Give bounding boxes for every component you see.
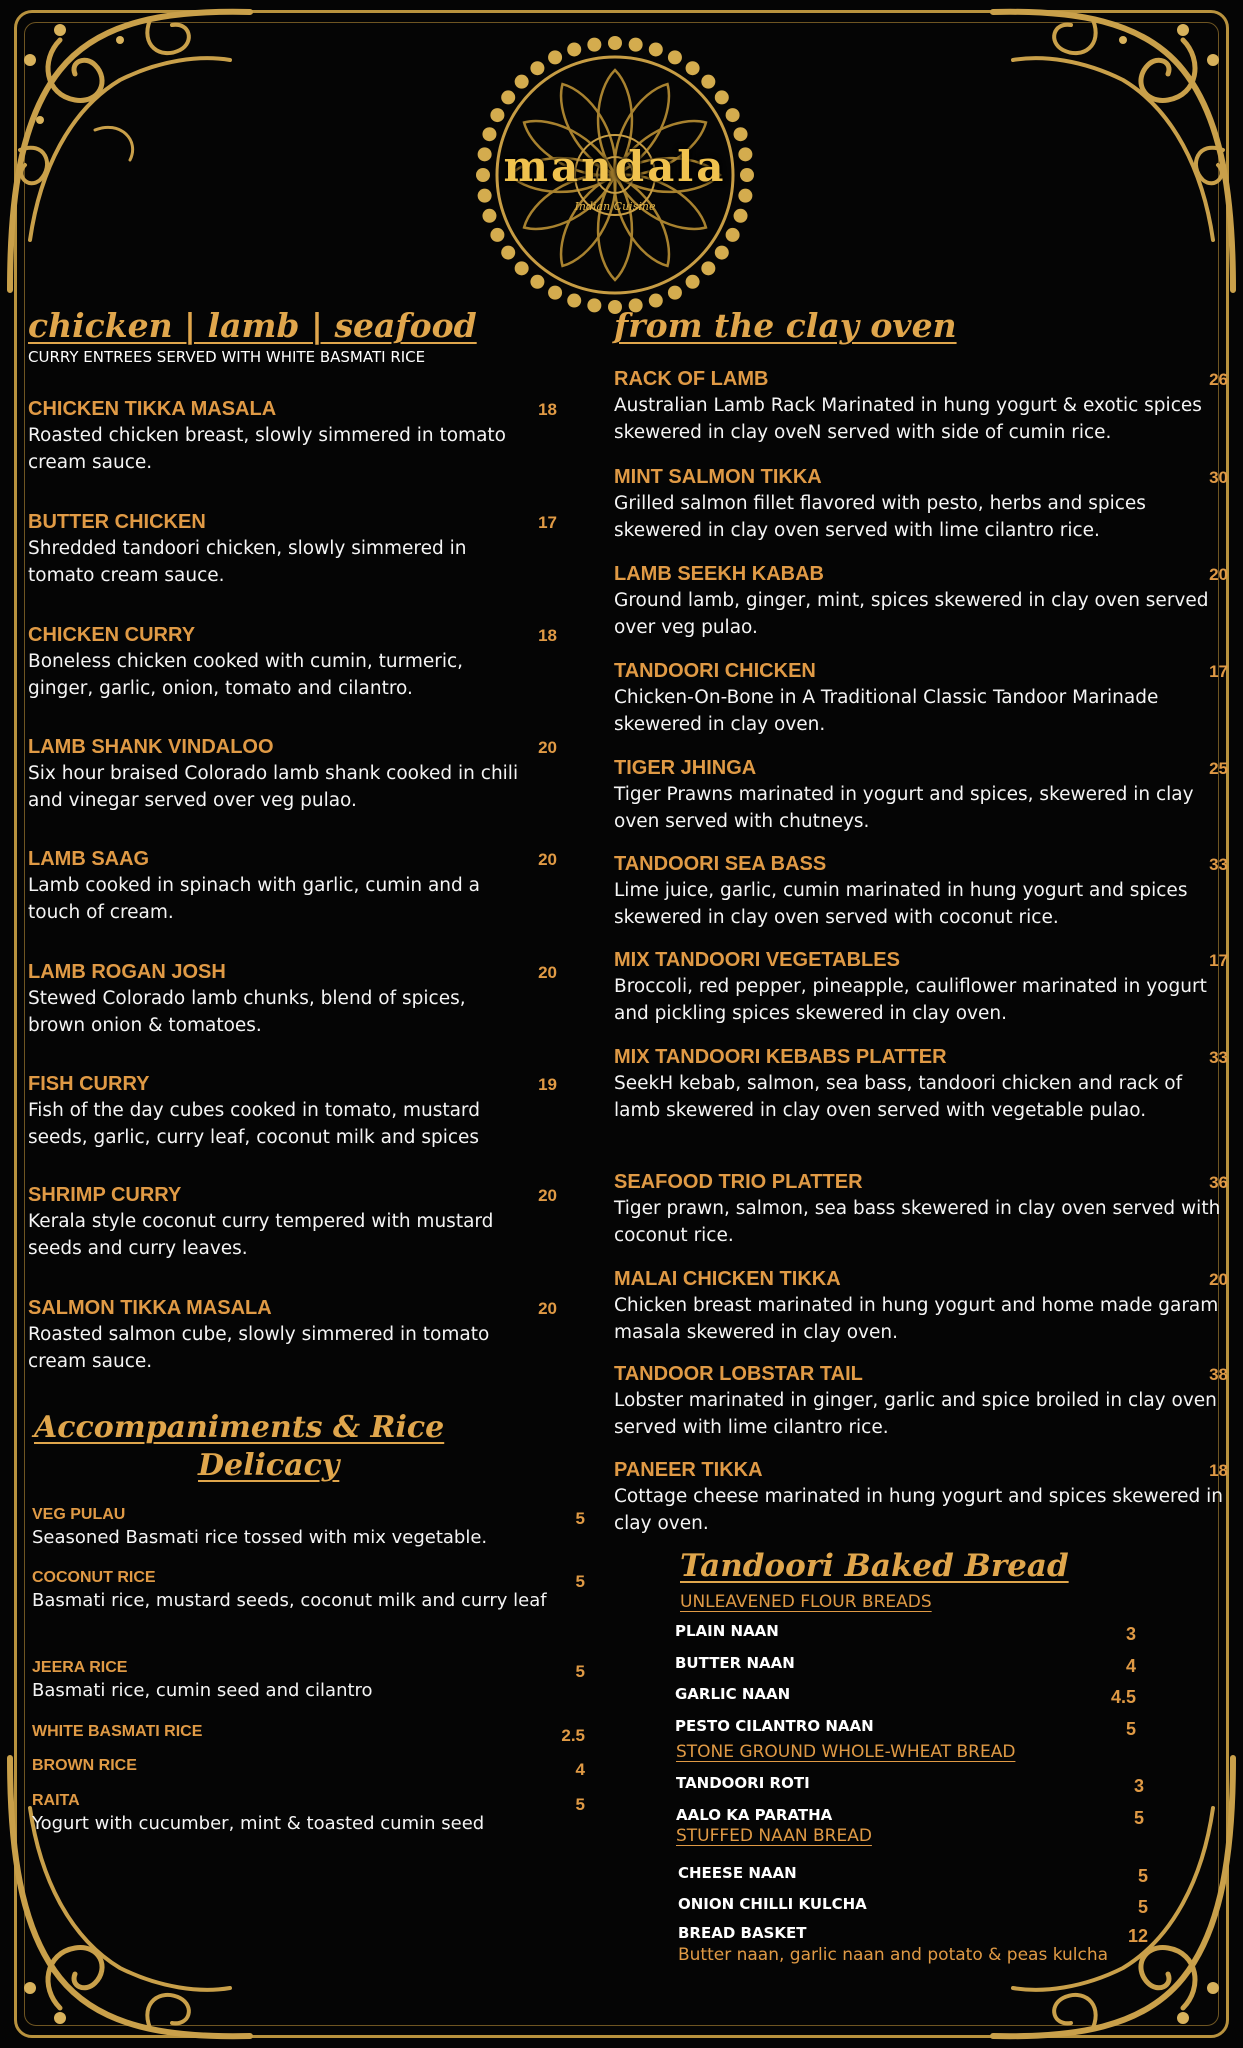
bread-item-price: 4.5 — [1110, 1687, 1136, 1707]
clay-oven-item-name: MIX TANDOORI KEBABS PLATTER — [614, 1046, 947, 1068]
curry-item — [28, 1295, 528, 1375]
accompaniments-title: Accompaniments & Rice — [34, 1410, 445, 1445]
curry-item-description: Roasted salmon cube, slowly simmered in tomato cream sauce. — [28, 1324, 490, 1372]
clay-oven-item — [614, 947, 1224, 1027]
curry-item-description: Lamb cooked in spinach with garlic, cumin and a touch of cream. — [28, 875, 480, 923]
bread-basket-description: Butter naan, garlic naan and potato & peas kulcha — [678, 1945, 1109, 1965]
accompaniment-item-description: Basmati rice, cumin seed and cilantro — [32, 1680, 373, 1701]
bread-item-name: CHEESE NAAN — [678, 1864, 797, 1882]
curry-item-price: 18 — [538, 400, 557, 419]
curry-item-description: Fish of the day cubes cooked in tomato, mustard seeds, garlic, curry leaf, coconut milk and spices — [28, 1100, 480, 1148]
bread-section-title: Tandoori Baked Bread — [680, 1548, 1069, 1584]
clay-oven-item-name: TANDOORI CHICKEN — [614, 660, 816, 682]
bread-item-price: 5 — [1137, 1897, 1148, 1917]
clay-oven-item — [614, 1169, 1224, 1249]
clay-oven-item-price: 36 — [1209, 1173, 1228, 1192]
accompaniment-item — [32, 1756, 562, 1776]
accompaniment-item-price: 4 — [575, 1760, 585, 1779]
clay-oven-item-description: Tiger prawn, salmon, sea bass skewered in clay oven served with coconut rice. — [614, 1198, 1221, 1246]
bread-item-price: 5 — [1137, 1866, 1148, 1886]
mandala-logo — [470, 30, 760, 320]
curry-item-name: LAMB SHANK VINDALOO — [28, 736, 274, 758]
clay-oven-item-price: 30 — [1209, 468, 1228, 487]
curry-item-description: Stewed Colorado lamb chunks, blend of spices, brown onion & tomatoes. — [28, 988, 466, 1036]
clay-oven-item-name: MINT SALMON TIKKA — [614, 466, 822, 488]
clay-oven-item-price: 17 — [1209, 951, 1228, 970]
bread-item-price: 12 — [1127, 1926, 1148, 1946]
accompaniment-item — [32, 1722, 562, 1742]
clay-oven-item-name: SEAFOOD TRIO PLATTER — [614, 1171, 863, 1193]
bread-item-name: PESTO CILANTRO NAAN — [675, 1717, 874, 1735]
clay-oven-item-description: Ground lamb, ginger, mint, spices skewered in clay oven served over veg pulao. — [614, 590, 1209, 638]
curry-item-description: Roasted chicken breast, slowly simmered in tomato cream sauce. — [28, 425, 506, 473]
curry-item-description: Kerala style coconut curry tempered with mustard seeds and curry leaves. — [28, 1211, 494, 1259]
clay-oven-item-name: RACK OF LAMB — [614, 368, 769, 390]
curry-item-price: 20 — [538, 1186, 557, 1205]
accompaniment-item-price: 5 — [575, 1509, 585, 1528]
accompaniment-item — [32, 1568, 562, 1614]
clay-oven-item-description: Lobster marinated in ginger, garlic and spice broiled in clay oven served with lime cilantro rice. — [614, 1390, 1217, 1438]
curry-item — [28, 734, 528, 814]
accompaniment-item-price: 2.5 — [561, 1726, 585, 1745]
clay-oven-item-name: LAMB SEEKH KABAB — [614, 563, 824, 585]
clay-oven-item — [614, 366, 1224, 446]
bread-item-price: 5 — [1125, 1719, 1136, 1739]
clay-oven-item-price: 33 — [1209, 1048, 1228, 1067]
accompaniment-item-description: Basmati rice, mustard seeds, coconut milk and curry leaf — [32, 1590, 547, 1611]
clay-oven-item-description: Lime juice, garlic, cumin marinated in hung yogurt and spices skewered in clay oven served with coconut rice. — [614, 880, 1188, 928]
clay-oven-item-price: 20 — [1209, 565, 1228, 584]
curry-item — [28, 846, 528, 926]
curry-item-name: FISH CURRY — [28, 1073, 150, 1095]
accompaniment-item-name: RAITA — [32, 1792, 80, 1809]
curry-item-name: SALMON TIKKA MASALA — [28, 1297, 272, 1319]
bread-subheading-whole-wheat: STONE GROUND WHOLE-WHEAT BREAD — [676, 1742, 1016, 1762]
accompaniment-item — [32, 1505, 562, 1551]
bread-item-name: BREAD BASKET — [678, 1924, 807, 1942]
clay-oven-title: from the clay oven — [614, 306, 957, 345]
accompaniment-item-price: 5 — [575, 1572, 585, 1591]
clay-oven-item-name: MALAI CHICKEN TIKKA — [614, 1268, 841, 1290]
bread-item-price: 5 — [1133, 1808, 1144, 1828]
clay-oven-item-name: PANEER TIKKA — [614, 1459, 763, 1481]
curry-item — [28, 1071, 528, 1151]
clay-oven-item-price: 25 — [1209, 759, 1228, 778]
clay-oven-item — [614, 1457, 1224, 1537]
curry-item-name: BUTTER CHICKEN — [28, 511, 206, 533]
bread-item-name: ONION CHILLI KULCHA — [678, 1895, 867, 1913]
curry-item-price: 20 — [538, 963, 557, 982]
clay-oven-item-description: Australian Lamb Rack Marinated in hung yogurt & exotic spices skewered in clay oveN served with side of cumin rice. — [614, 395, 1202, 443]
accompaniment-item-description: Yogurt with cucumber, mint & toasted cumin seed — [32, 1813, 485, 1834]
accompaniment-item — [32, 1658, 562, 1704]
curry-item — [28, 509, 528, 589]
curry-item-price: 20 — [538, 1299, 557, 1318]
clay-oven-item-description: SeekH kebab, salmon, sea bass, tandoori chicken and rack of lamb skewered in clay oven served with vegetable pulao. — [614, 1073, 1183, 1121]
curry-item-price: 20 — [538, 850, 557, 869]
curry-item — [28, 622, 528, 702]
curry-section-note: CURRY ENTREES SERVED WITH WHITE BASMATI RICE — [28, 348, 426, 366]
accompaniment-item-description: Seasoned Basmati rice tossed with mix vegetable. — [32, 1527, 488, 1548]
bread-subheading-stuffed: STUFFED NAAN BREAD — [676, 1826, 872, 1846]
clay-oven-item-name: MIX TANDOORI VEGETABLES — [614, 949, 900, 971]
bread-item-name: AALO KA PARATHA — [676, 1806, 833, 1824]
bread-item-name: TANDOORI ROTI — [676, 1774, 810, 1792]
clay-oven-item — [614, 755, 1224, 835]
clay-oven-item-description: Cottage cheese marinated in hung yogurt and spices skewered in clay oven. — [614, 1486, 1224, 1534]
clay-oven-item-description: Chicken breast marinated in hung yogurt and home made garam masala skewered in clay oven. — [614, 1295, 1219, 1343]
curry-item-name: SHRIMP CURRY — [28, 1184, 182, 1206]
curry-item — [28, 396, 528, 476]
accompaniment-item-price: 5 — [575, 1795, 585, 1814]
bread-item-price: 3 — [1133, 1776, 1144, 1796]
clay-oven-item-price: 20 — [1209, 1270, 1228, 1289]
clay-oven-item-description: Grilled salmon fillet flavored with pesto, herbs and spices skewered in clay oven served with lime cilantro rice. — [614, 493, 1146, 541]
bread-item-name: PLAIN NAAN — [675, 1622, 779, 1640]
curry-item-price: 18 — [538, 626, 557, 645]
clay-oven-item-price: 17 — [1209, 662, 1228, 681]
ornament-corner-top-left-icon — [0, 0, 260, 300]
clay-oven-item — [614, 851, 1224, 931]
curry-item-price: 17 — [538, 513, 557, 532]
curry-item-description: Boneless chicken cooked with cumin, turmeric, ginger, garlic, onion, tomato and cilantro. — [28, 651, 464, 699]
curry-section-title: chicken | lamb | seafood — [28, 306, 477, 345]
ornament-corner-top-right-icon — [983, 0, 1243, 300]
clay-oven-item — [614, 1361, 1224, 1441]
bread-item-name: GARLIC NAAN — [675, 1685, 791, 1703]
accompaniment-item-name: JEERA RICE — [32, 1659, 128, 1676]
clay-oven-item-description: Broccoli, red pepper, pineapple, cauliflower marinated in yogurt and pickling spices skewered in clay oven. — [614, 976, 1207, 1024]
clay-oven-item — [614, 658, 1224, 738]
clay-oven-item — [614, 1044, 1224, 1124]
accompaniment-item-name: VEG PULAU — [32, 1506, 126, 1523]
clay-oven-item-price: 26 — [1209, 370, 1228, 389]
bread-subheading-unleavened: UNLEAVENED FLOUR BREADS — [680, 1592, 932, 1612]
clay-oven-item-price: 33 — [1209, 855, 1228, 874]
clay-oven-item-description: Chicken-On-Bone in A Traditional Classic Tandoor Marinade skewered in clay oven. — [614, 687, 1159, 735]
curry-item-name: CHICKEN TIKKA MASALA — [28, 398, 277, 420]
accompaniment-item-name: WHITE BASMATI RICE — [32, 1723, 203, 1740]
accompaniment-item-name: BROWN RICE — [32, 1757, 137, 1774]
curry-item — [28, 959, 528, 1039]
curry-item-price: 20 — [538, 738, 557, 757]
curry-item-name: LAMB ROGAN JOSH — [28, 961, 226, 983]
clay-oven-item-price: 18 — [1209, 1461, 1228, 1480]
curry-item-description: Shredded tandoori chicken, slowly simmered in tomato cream sauce. — [28, 538, 467, 586]
clay-oven-item-description: Tiger Prawns marinated in yogurt and spices, skewered in clay oven served with chutneys. — [614, 784, 1194, 832]
accompaniment-item — [32, 1791, 562, 1837]
brand-tagline: Indian Cuisine — [574, 200, 656, 213]
accompaniment-item-name: COCONUT RICE — [32, 1569, 156, 1586]
bread-item-name: BUTTER NAAN — [675, 1654, 795, 1672]
brand-name: mandala — [503, 142, 727, 191]
curry-item-price: 19 — [538, 1075, 557, 1094]
clay-oven-item — [614, 561, 1224, 641]
curry-item — [28, 1182, 528, 1262]
clay-oven-item — [614, 1266, 1224, 1346]
clay-oven-item — [614, 464, 1224, 544]
accompaniment-item-price: 5 — [575, 1662, 585, 1681]
clay-oven-item-name: TIGER JHINGA — [614, 757, 757, 779]
bread-item-price: 4 — [1125, 1656, 1136, 1676]
clay-oven-item-price: 38 — [1209, 1365, 1228, 1384]
curry-item-name: CHICKEN CURRY — [28, 624, 196, 646]
accompaniments-title-line2: Delicacy — [198, 1448, 340, 1483]
curry-item-name: LAMB SAAG — [28, 848, 150, 870]
bread-item-price: 3 — [1125, 1624, 1136, 1644]
curry-item-description: Six hour braised Colorado lamb shank cooked in chili and vinegar served over veg pulao. — [28, 763, 519, 811]
clay-oven-item-name: TANDOOR LOBSTAR TAIL — [614, 1363, 863, 1385]
clay-oven-item-name: TANDOORI SEA BASS — [614, 853, 827, 875]
